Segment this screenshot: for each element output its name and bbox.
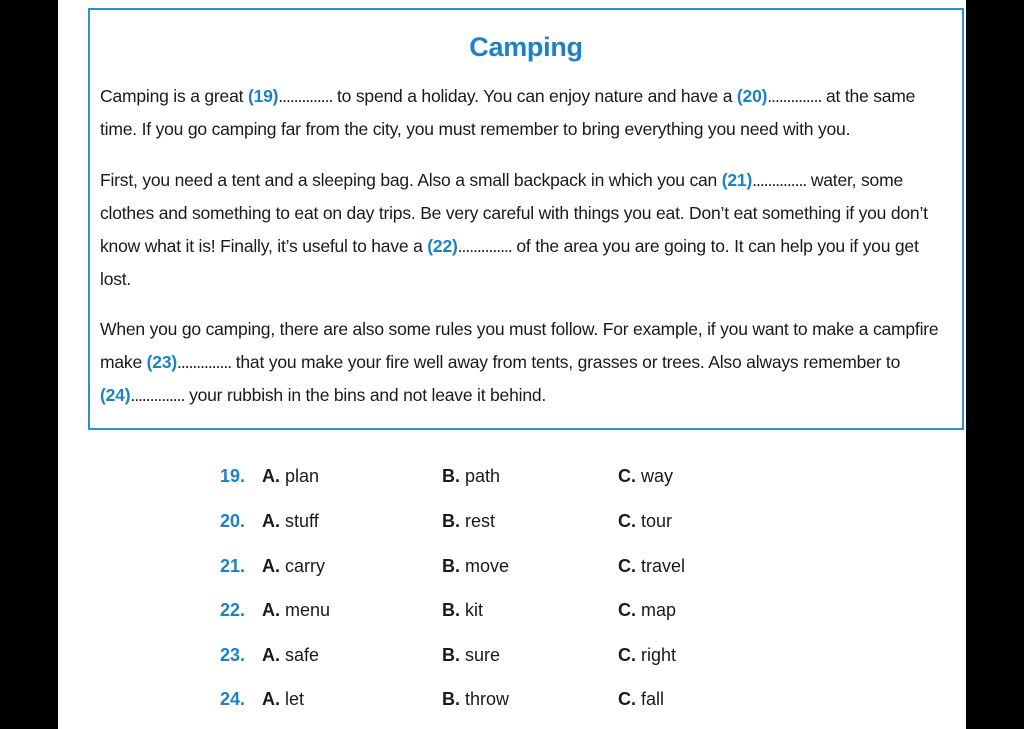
question-number: 21.: [220, 556, 246, 576]
blank-24: ..............: [130, 385, 185, 405]
worksheet-page: [58, 0, 966, 729]
blank-number-20: (20): [736, 86, 768, 106]
passage-box: [88, 8, 964, 430]
question-row: [58, 466, 966, 506]
question-number: 24.: [220, 689, 246, 709]
blank-20: ..............: [767, 86, 822, 106]
option-c[interactable]: C. map: [618, 600, 677, 620]
question-number: 22.: [220, 600, 246, 620]
question-row: [58, 511, 966, 551]
question-row: [58, 600, 966, 640]
paragraph-1: Camping is a great (19).............. to spend a holiday. You can enjoy nature and have a (20).............. at the same time. If you go camping far from the city, you must remember to bring everything you need with you.: [100, 86, 916, 139]
blank-number-23: (23): [146, 352, 177, 372]
question-number: 19.: [220, 466, 246, 486]
option-a[interactable]: A. stuff: [262, 511, 319, 531]
question-number: 23.: [220, 645, 246, 665]
option-c[interactable]: C. travel: [618, 556, 686, 576]
option-b[interactable]: B. sure: [442, 645, 501, 665]
option-b[interactable]: B. throw: [442, 689, 510, 709]
option-b[interactable]: B. move: [442, 556, 510, 576]
question-row: [58, 645, 966, 685]
blank-number-22: (22): [427, 236, 458, 256]
option-b[interactable]: B. path: [442, 466, 501, 486]
blank-21: ..............: [752, 170, 807, 190]
blank-number-19: (19): [247, 86, 279, 106]
paragraph-2: First, you need a tent and a sleeping bag. Also a small backpack in which you can (21).............. water, some clothes and something to eat on day trips. Be very careful with things you eat. Don’t eat something if you don’t know what it is! Finally, it’s useful to have a (22).............. of the area you are going to. It can help you if you get lost.: [100, 170, 928, 289]
option-a[interactable]: A. let: [262, 689, 305, 709]
blank-23: ..............: [176, 352, 232, 372]
option-c[interactable]: C. fall: [618, 689, 665, 709]
question-row: [58, 689, 966, 729]
option-a[interactable]: A. safe: [262, 645, 320, 665]
question-number: 20.: [220, 511, 246, 531]
option-a[interactable]: A. plan: [262, 466, 320, 486]
option-c[interactable]: C. right: [618, 645, 677, 665]
blank-number-21: (21): [721, 170, 753, 190]
paragraph-3: When you go camping, there are also some rules you must follow. For example, if you want to make a campfire make (23).............. that you make your fire well away from tents, grasses or trees. Also always remember to (24).............. your rubbish in the bins and not leave it behind.: [100, 319, 939, 405]
question-row: [58, 556, 966, 596]
option-a[interactable]: A. menu: [262, 600, 331, 620]
blank-19: ..............: [278, 86, 333, 106]
passage-title: Camping: [469, 32, 583, 62]
option-b[interactable]: B. rest: [442, 511, 496, 531]
option-a[interactable]: A. carry: [262, 556, 326, 576]
option-b[interactable]: B. kit: [442, 600, 484, 620]
blank-22: ..............: [457, 236, 512, 256]
option-c[interactable]: C. tour: [618, 511, 673, 531]
blank-number-24: (24): [100, 385, 131, 405]
option-c[interactable]: C. way: [618, 466, 674, 486]
